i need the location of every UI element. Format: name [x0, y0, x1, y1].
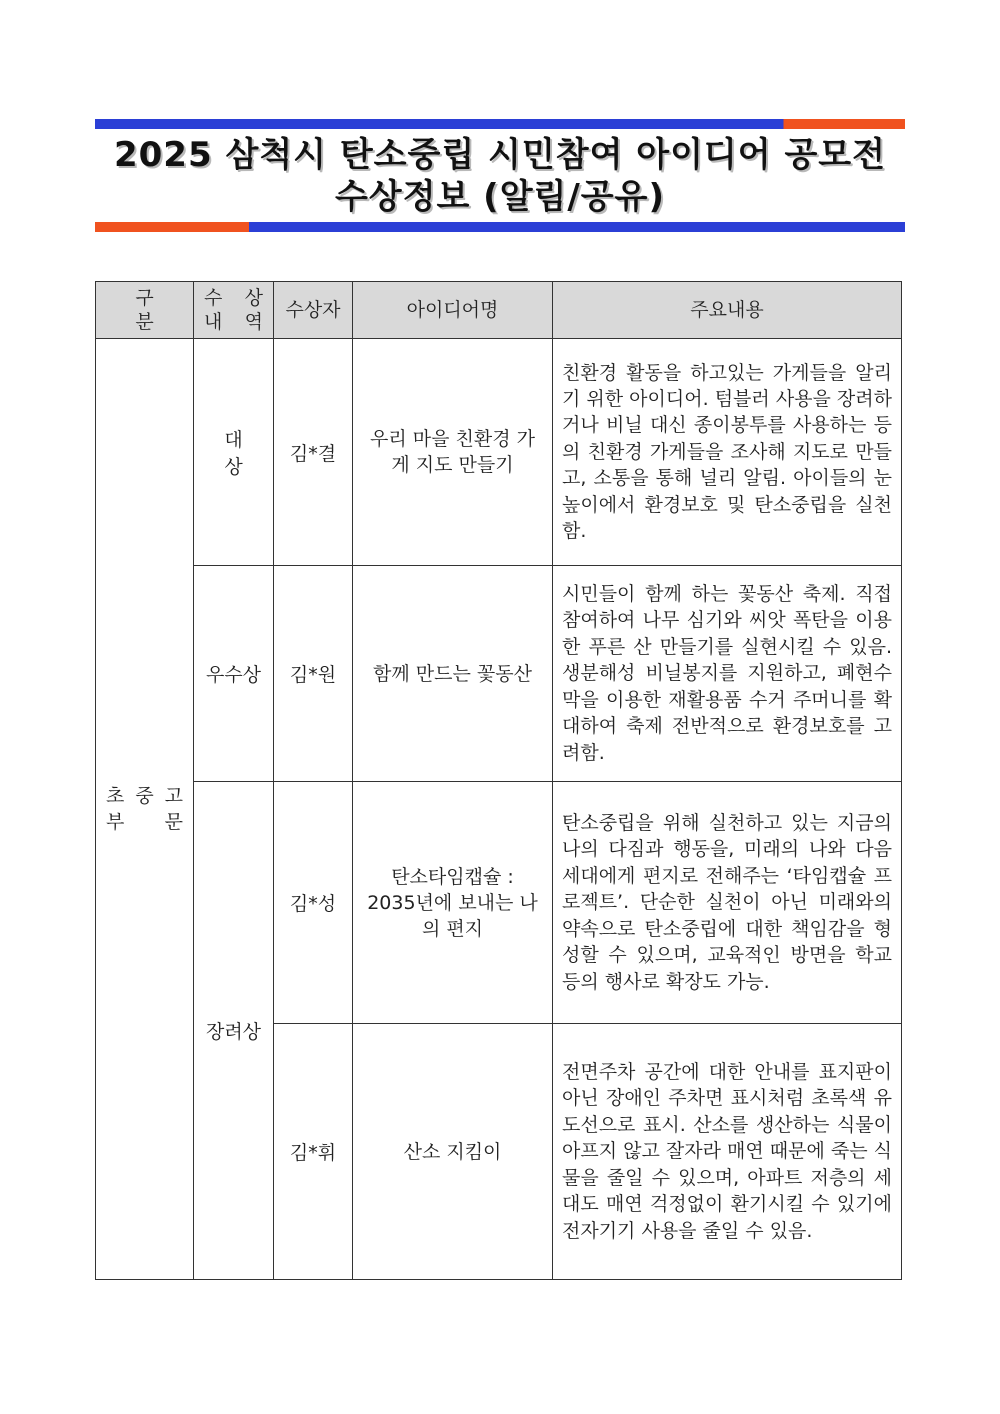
title-bottom-bar [95, 222, 905, 232]
header-idea: 아이디어명 [353, 282, 553, 339]
award-cell: 장려상 [194, 782, 274, 1280]
header-winner: 수상자 [274, 282, 353, 339]
idea-cell: 산소 지킴이 [353, 1024, 553, 1280]
category-cell [96, 339, 194, 1280]
award-cell: 대 상 [194, 339, 274, 566]
content-cell: 친환경 활동을 하고있는 가게들을 알리기 위한 아이디어. 텀블러 사용을 장려하거나 비닐 대신 종이봉투를 사용하는 등의 친환경 가게들을 조사해 지도로 만들고, 소통을 통해 널리 알림. 아이들의 눈높이에서 환경보호 및 탄소중립을 실천함. [553, 339, 902, 566]
table-row [96, 782, 902, 1024]
idea-cell: 탄소타임캡슐 : 2035년에 보내는 나의 편지 [353, 782, 553, 1024]
header-award-line1: 수 상 [204, 287, 263, 309]
table-row [96, 339, 902, 566]
award-cell: 우수상 [194, 566, 274, 782]
title-line-2: 수상정보 (알림/공유) [334, 177, 666, 217]
category-line2: 부 문 [106, 811, 183, 833]
winner-cell: 김*성 [274, 782, 353, 1024]
title-top-bar [95, 119, 905, 129]
header-content: 주요내용 [553, 282, 902, 339]
awards-table [95, 281, 902, 1280]
table-header-row [96, 282, 902, 339]
idea-cell: 우리 마을 친환경 가게 지도 만들기 [353, 339, 553, 566]
content-cell: 전면주차 공간에 대한 안내를 표지판이 아닌 장애인 주차면 표시처럼 초록색 유도선으로 표시. 산소를 생산하는 식물이 아프지 않고 잘자라 매연 때문에 죽는 식물을 줄일 수 있으며, 아파트 저층의 세대도 매연 걱정없이 환기시킬 수 있기에 전자기기 사용을 줄일 수 있음. [553, 1024, 902, 1280]
winner-cell: 김*결 [274, 339, 353, 566]
table-row [96, 566, 902, 782]
winner-cell: 김*휘 [274, 1024, 353, 1280]
content-cell: 시민들이 함께 하는 꽃동산 축제. 직접 참여하여 나무 심기와 씨앗 폭탄을 이용한 푸른 산 만들기를 실현시킬 수 있음. 생분해성 비닐봉지를 지원하고, 폐현수막을 이용한 재활용품 수거 주머니를 확대하여 축제 전반적으로 환경보호를 고려함. [553, 566, 902, 782]
header-category: 구 분 [96, 282, 194, 339]
header-award-line2: 내 역 [204, 311, 263, 333]
title-line-1: 2025 삼척시 탄소중립 시민참여 아이디어 공모전 [113, 135, 886, 175]
idea-cell: 함께 만드는 꽃동산 [353, 566, 553, 782]
header-award [194, 282, 274, 339]
content-cell: 탄소중립을 위해 실천하고 있는 지금의 나의 다짐과 행동을, 미래의 나와 다음 세대에게 편지로 전해주는 ‘타임캡슐 프로젝트’. 단순한 실천이 아닌 미래와의 약속으로 탄소중립에 대한 책임감을 형성할 수 있으며, 교육적인 방면을 학교 등의 행사로 확장도 가능. [553, 782, 902, 1024]
category-line1: 초 중 고 [106, 785, 183, 807]
document-title [95, 134, 905, 218]
winner-cell: 김*원 [274, 566, 353, 782]
